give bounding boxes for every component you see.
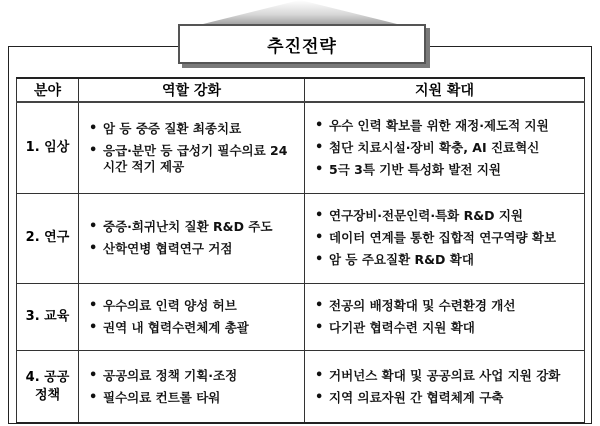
list-item: • 암 등 중증 질환 최종치료 bbox=[89, 121, 296, 137]
support-cell bbox=[305, 351, 585, 423]
header-support-expansion: 지원 확대 bbox=[305, 78, 585, 102]
category-clinical: 1. 임상 bbox=[17, 102, 79, 194]
list-item: • 권역 내 협력수련체계 총괄 bbox=[89, 320, 296, 336]
support-cell bbox=[305, 283, 585, 351]
list-item: • 5극 3특 기반 특성화 발전 지원 bbox=[315, 162, 576, 178]
page-title: 추진전략 bbox=[178, 24, 426, 64]
list-item: • 공공의료 정책 기획·조정 bbox=[89, 368, 296, 384]
category-research: 2. 연구 bbox=[17, 194, 79, 284]
support-cell bbox=[305, 102, 585, 194]
table-row bbox=[17, 351, 585, 423]
list-item: • 전공의 배정확대 및 수련환경 개선 bbox=[315, 298, 576, 314]
list-item: • 지역 의료자원 간 협력체계 구축 bbox=[315, 390, 576, 406]
table-row bbox=[17, 102, 585, 194]
category-education: 3. 교육 bbox=[17, 283, 79, 351]
role-cell bbox=[79, 194, 305, 284]
list-item: • 응급·분만 등 급성기 필수의료 24시간 적기 제공 bbox=[89, 143, 296, 175]
header-role-strengthening: 역할 강화 bbox=[79, 78, 305, 102]
support-cell bbox=[305, 194, 585, 284]
category-line: 정책 bbox=[34, 387, 61, 403]
list-item: • 중증·희귀난치 질환 R&D 주도 bbox=[89, 219, 296, 235]
list-item: • 우수의료 인력 양성 허브 bbox=[89, 298, 296, 314]
header-field: 분야 bbox=[17, 78, 79, 102]
list-item: • 암 등 주요질환 R&D 확대 bbox=[315, 252, 576, 268]
category-public-policy bbox=[17, 351, 79, 423]
list-item: • 거버넌스 확대 및 공공의료 사업 지원 강화 bbox=[315, 368, 576, 384]
table-row bbox=[17, 283, 585, 351]
table-row bbox=[17, 194, 585, 284]
role-cell bbox=[79, 102, 305, 194]
table-header-row bbox=[17, 78, 585, 102]
list-item: • 다기관 협력수련 지원 확대 bbox=[315, 320, 576, 336]
list-item: • 필수의료 컨트롤 타워 bbox=[89, 390, 296, 406]
list-item: • 연구장비·전문인력·특화 R&D 지원 bbox=[315, 208, 576, 224]
category-line: 4. 공공 bbox=[25, 369, 70, 385]
list-item: • 산학연병 협력연구 거점 bbox=[89, 241, 296, 257]
top-arrow-decoration bbox=[195, 0, 405, 26]
list-item: • 우수 인력 확보를 위한 재정·제도적 지원 bbox=[315, 118, 576, 134]
strategy-table bbox=[16, 77, 585, 424]
list-item: • 데이터 연계를 통한 집합적 연구역량 확보 bbox=[315, 230, 576, 246]
role-cell bbox=[79, 283, 305, 351]
role-cell bbox=[79, 351, 305, 423]
list-item: • 첨단 치료시설·장비 확충, AI 진료혁신 bbox=[315, 140, 576, 156]
